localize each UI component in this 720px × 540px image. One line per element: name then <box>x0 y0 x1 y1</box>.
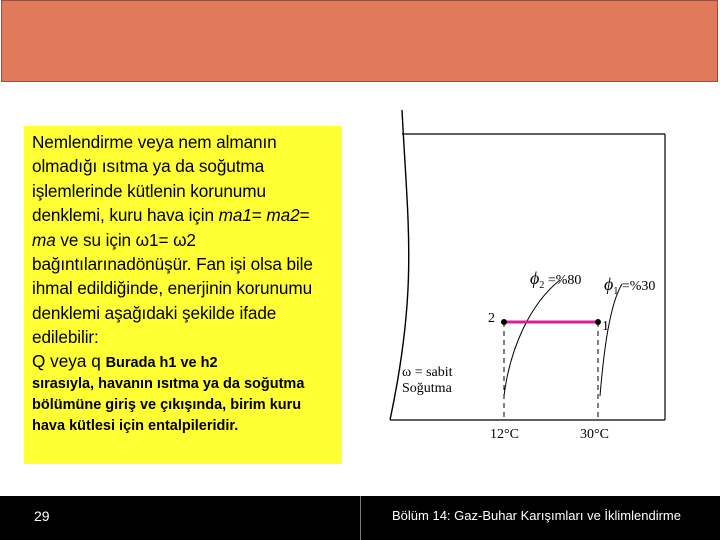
paragraph-text-italic: ma2 <box>266 205 300 226</box>
bold-paragraph: sırasıyla, havanın ısıtma ya da soğutma bölümüne giriş ve çıkışında, birim kuru hava kütlesi için entalpileridir. <box>32 375 305 434</box>
process-label: Soğutma <box>402 381 452 396</box>
chapter-title: Bölüm 14: Gaz-Buhar Karışımları ve İklimlendirme <box>392 508 681 523</box>
body-paragraph <box>32 130 336 350</box>
point-1-label: 1 <box>602 319 609 334</box>
paragraph-text: Nemlendirme veya nem almanın olmadığı ısıtma ya da soğutma işlemlerinde kütlenin korunumu denklemi, kuru hava için <box>32 132 277 226</box>
bold-inline-text: Burada h1 ve h2 <box>105 354 218 371</box>
title-banner <box>1 0 718 82</box>
temp-left-label: 12°C <box>490 427 519 442</box>
psychrometric-diagram <box>360 108 680 448</box>
omega-label: ω = sabit <box>402 365 453 380</box>
temp-right-label: 30°C <box>580 427 609 442</box>
page-number: 29 <box>34 508 50 524</box>
footer-divider <box>360 496 361 540</box>
point-2-label: 2 <box>488 311 495 326</box>
paragraph-text: = <box>251 205 267 226</box>
state-point-2 <box>501 319 507 325</box>
text-box <box>24 126 342 464</box>
q-line-text: Q veya q <box>32 350 106 371</box>
paragraph-text: ve su için ω1= ω2 bağıntılarınadönüşür. Fan işi olsa bile ihmal edildiğinde, enerjinin korunumu denklemi aşağıdaki şekilde ifade edilebilir: <box>32 229 313 348</box>
q-line <box>32 350 336 374</box>
phi1-label: $\phi_1 =\%30$ <box>604 274 656 297</box>
state-point-1 <box>595 319 601 325</box>
phi2-curve <box>504 280 560 396</box>
phi1-curve <box>600 284 622 396</box>
phi2-label: $\phi_2 =\%80$ <box>530 268 582 291</box>
paragraph-text: = <box>299 205 310 226</box>
paragraph-text-italic: ma <box>32 229 56 250</box>
paragraph-text-italic: ma1 <box>218 205 252 226</box>
